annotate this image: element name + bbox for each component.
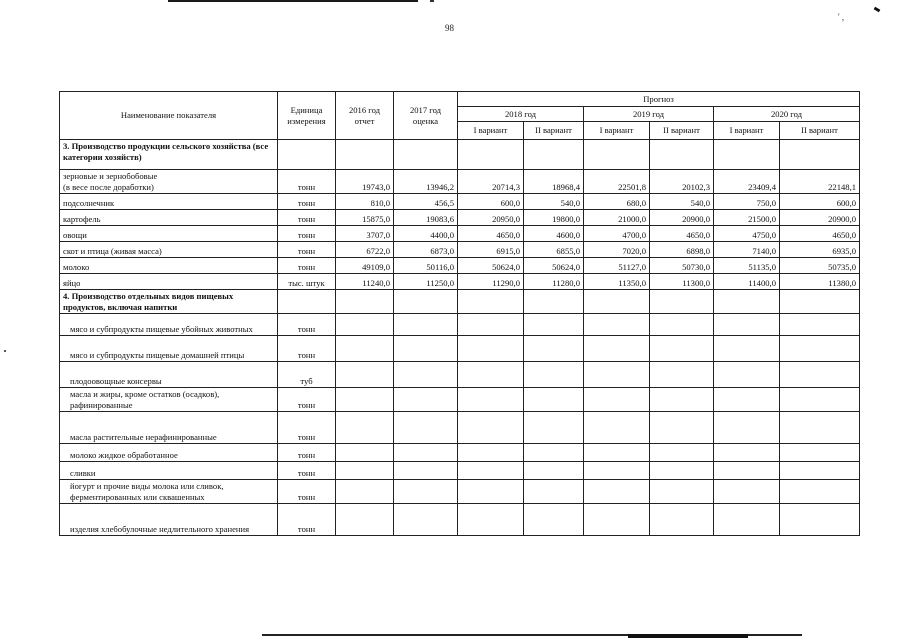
indicator-name: зерновые и зернобобовые (в весе после доработки)	[60, 170, 278, 194]
empty-cell	[650, 336, 714, 362]
section-row	[60, 140, 860, 170]
value-cell: 22501,8	[584, 170, 650, 194]
section-row	[60, 290, 860, 314]
header-forecast: Прогноз	[458, 92, 860, 107]
header-2020: 2020 год	[714, 107, 860, 122]
empty-cell	[524, 462, 584, 480]
indicator-name: подсолнечник	[60, 194, 278, 210]
empty-cell	[336, 480, 394, 504]
header-row-1	[60, 92, 860, 107]
header-2018-v1: I вариант	[458, 122, 524, 140]
indicator-name: масла и жиры, кроме остатков (осадков), рафинированные	[60, 388, 278, 412]
unit-cell: тонн	[278, 444, 336, 462]
value-cell: 11400,0	[714, 274, 780, 290]
table-row	[60, 170, 860, 194]
section-title: 4. Производство отдельных видов пищевых продуктов, включая напитки	[60, 290, 278, 314]
empty-cell	[714, 290, 780, 314]
empty-cell	[650, 290, 714, 314]
empty-cell	[650, 504, 714, 536]
empty-cell	[394, 140, 458, 170]
empty-cell	[584, 504, 650, 536]
scan-artifact-bottom-mark	[628, 634, 748, 638]
value-cell: 50116,0	[394, 258, 458, 274]
unit-cell: туб	[278, 362, 336, 388]
empty-cell	[714, 362, 780, 388]
empty-cell	[780, 140, 860, 170]
scan-artifact-top	[168, 0, 418, 2]
value-cell: 21500,0	[714, 210, 780, 226]
value-cell: 6915,0	[458, 242, 524, 258]
empty-cell	[714, 444, 780, 462]
section-title: 3. Производство продукции сельского хозяйства (все категории хозяйств)	[60, 140, 278, 170]
value-cell: 11290,0	[458, 274, 524, 290]
empty-cell	[394, 388, 458, 412]
empty-cell	[650, 140, 714, 170]
table-row	[60, 444, 860, 462]
table-row	[60, 194, 860, 210]
empty-cell	[780, 336, 860, 362]
value-cell: 51135,0	[714, 258, 780, 274]
unit-cell: тонн	[278, 504, 336, 536]
empty-cell	[650, 362, 714, 388]
unit-cell: тонн	[278, 388, 336, 412]
unit-cell: тонн	[278, 170, 336, 194]
value-cell: 4650,0	[458, 226, 524, 242]
forecast-table	[59, 91, 860, 536]
header-2020-v2: II вариант	[780, 122, 860, 140]
empty-cell	[524, 480, 584, 504]
header-2020-v1: I вариант	[714, 122, 780, 140]
empty-cell	[650, 480, 714, 504]
unit-cell: тонн	[278, 226, 336, 242]
empty-cell	[780, 462, 860, 480]
empty-cell	[278, 290, 336, 314]
empty-cell	[780, 362, 860, 388]
table-row	[60, 462, 860, 480]
value-cell: 11380,0	[780, 274, 860, 290]
empty-cell	[714, 462, 780, 480]
value-cell: 6722,0	[336, 242, 394, 258]
header-2019: 2019 год	[584, 107, 714, 122]
scan-corner-mark: ' ,	[838, 12, 845, 22]
table-row	[60, 336, 860, 362]
value-cell: 810,0	[336, 194, 394, 210]
empty-cell	[780, 444, 860, 462]
table-row	[60, 388, 860, 412]
empty-cell	[584, 140, 650, 170]
value-cell: 540,0	[650, 194, 714, 210]
value-cell: 20714,3	[458, 170, 524, 194]
empty-cell	[780, 388, 860, 412]
empty-cell	[458, 444, 524, 462]
value-cell: 19800,0	[524, 210, 584, 226]
value-cell: 50730,0	[650, 258, 714, 274]
empty-cell	[524, 504, 584, 536]
unit-cell: тонн	[278, 480, 336, 504]
empty-cell	[524, 314, 584, 336]
value-cell: 6873,0	[394, 242, 458, 258]
value-cell: 50624,0	[458, 258, 524, 274]
empty-cell	[780, 314, 860, 336]
value-cell: 3707,0	[336, 226, 394, 242]
empty-cell	[336, 290, 394, 314]
empty-cell	[394, 362, 458, 388]
value-cell: 456,5	[394, 194, 458, 210]
empty-cell	[714, 336, 780, 362]
value-cell: 20950,0	[458, 210, 524, 226]
unit-cell: тонн	[278, 462, 336, 480]
value-cell: 11250,0	[394, 274, 458, 290]
value-cell: 11240,0	[336, 274, 394, 290]
empty-cell	[336, 140, 394, 170]
value-cell: 11280,0	[524, 274, 584, 290]
empty-cell	[780, 480, 860, 504]
empty-cell	[336, 362, 394, 388]
empty-cell	[278, 140, 336, 170]
empty-cell	[394, 290, 458, 314]
table-row	[60, 314, 860, 336]
empty-cell	[394, 336, 458, 362]
indicator-name: молоко	[60, 258, 278, 274]
unit-cell: тонн	[278, 314, 336, 336]
empty-cell	[650, 462, 714, 480]
empty-cell	[458, 412, 524, 444]
empty-cell	[584, 388, 650, 412]
empty-cell	[650, 314, 714, 336]
header-2017: 2017 год оценка	[394, 92, 458, 140]
empty-cell	[458, 140, 524, 170]
empty-cell	[336, 388, 394, 412]
empty-cell	[458, 462, 524, 480]
table-row	[60, 274, 860, 290]
header-2019-v2: II вариант	[650, 122, 714, 140]
unit-cell: тонн	[278, 194, 336, 210]
empty-cell	[336, 444, 394, 462]
indicator-name: изделия хлебобулочные недлительного хранения	[60, 504, 278, 536]
value-cell: 7140,0	[714, 242, 780, 258]
value-cell: 15875,0	[336, 210, 394, 226]
empty-cell	[524, 412, 584, 444]
table-body	[60, 92, 860, 536]
empty-cell	[394, 314, 458, 336]
indicator-name: яйцо	[60, 274, 278, 290]
empty-cell	[336, 504, 394, 536]
empty-cell	[714, 504, 780, 536]
value-cell: 18968,4	[524, 170, 584, 194]
header-2016: 2016 год отчет	[336, 92, 394, 140]
empty-cell	[524, 336, 584, 362]
table-row	[60, 480, 860, 504]
empty-cell	[780, 504, 860, 536]
empty-cell	[584, 362, 650, 388]
empty-cell	[394, 504, 458, 536]
header-2019-v1: I вариант	[584, 122, 650, 140]
empty-cell	[780, 290, 860, 314]
value-cell: 21000,0	[584, 210, 650, 226]
value-cell: 6935,0	[780, 242, 860, 258]
table-row	[60, 362, 860, 388]
empty-cell	[584, 412, 650, 444]
value-cell: 23409,4	[714, 170, 780, 194]
value-cell: 4700,0	[584, 226, 650, 242]
empty-cell	[458, 504, 524, 536]
table-row	[60, 412, 860, 444]
header-2018-v2: II вариант	[524, 122, 584, 140]
value-cell: 540,0	[524, 194, 584, 210]
empty-cell	[714, 314, 780, 336]
empty-cell	[584, 462, 650, 480]
header-name: Наименование показателя	[60, 92, 278, 140]
value-cell: 13946,2	[394, 170, 458, 194]
value-cell: 19743,0	[336, 170, 394, 194]
value-cell: 750,0	[714, 194, 780, 210]
empty-cell	[458, 314, 524, 336]
scan-edge-dot	[4, 350, 6, 352]
empty-cell	[336, 412, 394, 444]
value-cell: 4400,0	[394, 226, 458, 242]
value-cell: 51127,0	[584, 258, 650, 274]
empty-cell	[458, 362, 524, 388]
value-cell: 600,0	[458, 194, 524, 210]
empty-cell	[458, 480, 524, 504]
empty-cell	[650, 412, 714, 444]
value-cell: 49109,0	[336, 258, 394, 274]
indicator-name: молоко жидкое обработанное	[60, 444, 278, 462]
value-cell: 50735,0	[780, 258, 860, 274]
table-row	[60, 210, 860, 226]
unit-cell: тонн	[278, 336, 336, 362]
empty-cell	[584, 336, 650, 362]
unit-cell: тонн	[278, 210, 336, 226]
value-cell: 6855,0	[524, 242, 584, 258]
unit-cell: тыс. штук	[278, 274, 336, 290]
empty-cell	[336, 462, 394, 480]
table-row	[60, 258, 860, 274]
empty-cell	[584, 290, 650, 314]
empty-cell	[394, 412, 458, 444]
empty-cell	[458, 290, 524, 314]
indicator-name: мясо и субпродукты пищевые убойных животных	[60, 314, 278, 336]
unit-cell: тонн	[278, 258, 336, 274]
indicator-name: йогурт и прочие виды молока или сливок, ферментированных или сквашенных	[60, 480, 278, 504]
value-cell: 4600,0	[524, 226, 584, 242]
value-cell: 19083,6	[394, 210, 458, 226]
value-cell: 22148,1	[780, 170, 860, 194]
indicator-name: мясо и субпродукты пищевые домашней птицы	[60, 336, 278, 362]
empty-cell	[650, 388, 714, 412]
value-cell: 20900,0	[650, 210, 714, 226]
scan-artifact-dot	[430, 0, 434, 2]
empty-cell	[714, 140, 780, 170]
value-cell: 600,0	[780, 194, 860, 210]
empty-cell	[524, 444, 584, 462]
empty-cell	[524, 362, 584, 388]
empty-cell	[524, 140, 584, 170]
empty-cell	[650, 444, 714, 462]
value-cell: 50624,0	[524, 258, 584, 274]
empty-cell	[394, 480, 458, 504]
table-row	[60, 242, 860, 258]
indicator-name: картофель	[60, 210, 278, 226]
header-unit: Единица измерения	[278, 92, 336, 140]
unit-cell: тонн	[278, 242, 336, 258]
indicator-name: овощи	[60, 226, 278, 242]
empty-cell	[458, 336, 524, 362]
empty-cell	[584, 444, 650, 462]
value-cell: 7020,0	[584, 242, 650, 258]
table-row	[60, 504, 860, 536]
scan-corner-dot	[874, 7, 881, 13]
empty-cell	[584, 480, 650, 504]
unit-cell: тонн	[278, 412, 336, 444]
empty-cell	[524, 290, 584, 314]
value-cell: 6898,0	[650, 242, 714, 258]
value-cell: 11350,0	[584, 274, 650, 290]
indicator-name: плодоовощные консервы	[60, 362, 278, 388]
page-number: 98	[445, 23, 454, 33]
header-2018: 2018 год	[458, 107, 584, 122]
table-row	[60, 226, 860, 242]
indicator-name: скот и птица (живая масса)	[60, 242, 278, 258]
empty-cell	[458, 388, 524, 412]
empty-cell	[524, 388, 584, 412]
value-cell: 20900,0	[780, 210, 860, 226]
value-cell: 4650,0	[780, 226, 860, 242]
value-cell: 11300,0	[650, 274, 714, 290]
empty-cell	[584, 314, 650, 336]
value-cell: 4650,0	[650, 226, 714, 242]
value-cell: 4750,0	[714, 226, 780, 242]
indicator-name: сливки	[60, 462, 278, 480]
indicator-name: масла растительные нерафинированные	[60, 412, 278, 444]
empty-cell	[714, 412, 780, 444]
empty-cell	[780, 412, 860, 444]
empty-cell	[336, 336, 394, 362]
empty-cell	[394, 444, 458, 462]
empty-cell	[714, 480, 780, 504]
empty-cell	[394, 462, 458, 480]
empty-cell	[336, 314, 394, 336]
value-cell: 20102,3	[650, 170, 714, 194]
empty-cell	[714, 388, 780, 412]
value-cell: 680,0	[584, 194, 650, 210]
